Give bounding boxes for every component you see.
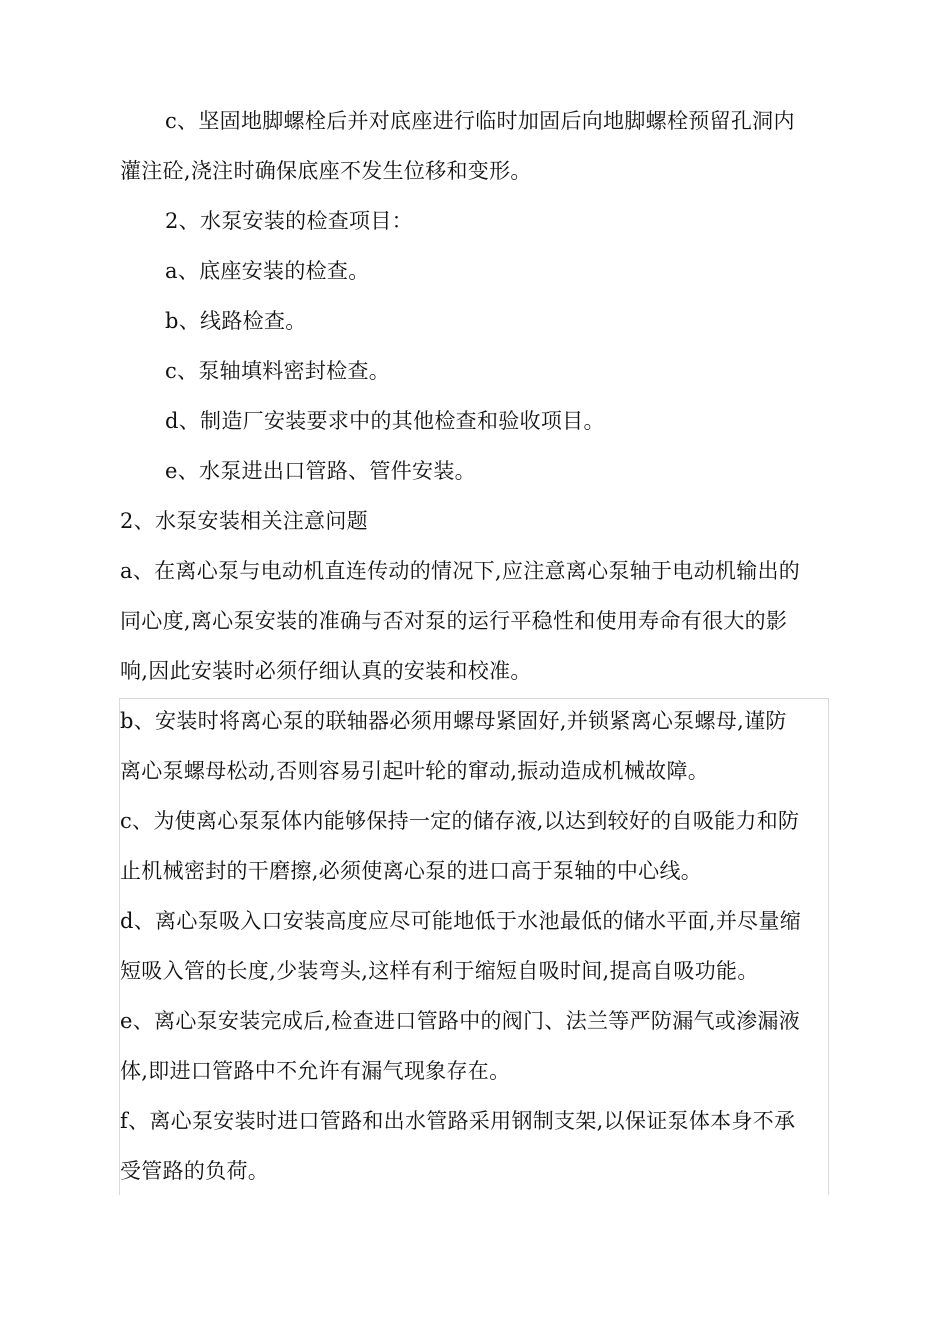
item-c-line-1: c、坚固地脚螺栓后并对底座进行临时加固后向地脚螺栓预留孔洞内 [165,109,795,133]
check-item-e: e、水泵进出口管路、管件安装。 [165,459,476,483]
note-a-line-2: 同心度,离心泵安装的准确与否对泵的运行平稳性和使用寿命有很大的影 [120,609,788,633]
note-a-line-1: a、在离心泵与电动机直连传动的情况下,应注意离心泵轴于电动机输出的 [120,559,801,583]
note-e-line-2: 体,即进口管路中不允许有漏气现象存在。 [120,1059,511,1083]
note-d-line-2: 短吸入管的长度,少装弯头,这样有利于缩短自吸时间,提高自吸功能。 [120,959,759,983]
note-a-line-3: 响,因此安装时必须仔细认真的安装和校准。 [120,659,532,683]
note-d-line-1: d、离心泵吸入口安装高度应尽可能地低于水池最低的储水平面,并尽量缩 [120,909,802,933]
note-c-line-1: c、为使离心泵泵体内能够保持一定的储存液,以达到较好的自吸能力和防 [120,809,800,833]
note-f-line-1: f、离心泵安装时进口管路和出水管路采用钢制支架,以保证泵体本身不承 [120,1109,796,1133]
check-items-title: 2、水泵安装的检查项目： [165,209,413,233]
section-2-title: 2、水泵安装相关注意问题 [120,509,368,533]
note-f-line-2: 受管路的负荷。 [120,1159,270,1183]
check-item-d: d、制造厂安装要求中的其他检查和验收项目。 [165,409,605,433]
note-b-line-2: 离心泵螺母松动,否则容易引起叶轮的窜动,振动造成机械故障。 [120,759,710,783]
check-item-a: a、底座安装的检查。 [165,259,370,283]
note-e-line-1: e、离心泵安装完成后,检查进口管路中的阀门、法兰等严防漏气或渗漏液 [120,1009,800,1033]
note-b-line-1: b、安装时将离心泵的联轴器必须用螺母紧固好,并锁紧离心泵螺母,谨防 [120,709,787,733]
check-item-c: c、泵轴填料密封检查。 [165,359,391,383]
note-c-line-2: 止机械密封的干磨擦,必须使离心泵的进口高于泵轴的中心线。 [120,859,703,883]
item-c-line-2: 灌注砼,浇注时确保底座不发生位移和变形。 [120,159,532,183]
check-item-b: b、线路检查。 [165,309,307,333]
